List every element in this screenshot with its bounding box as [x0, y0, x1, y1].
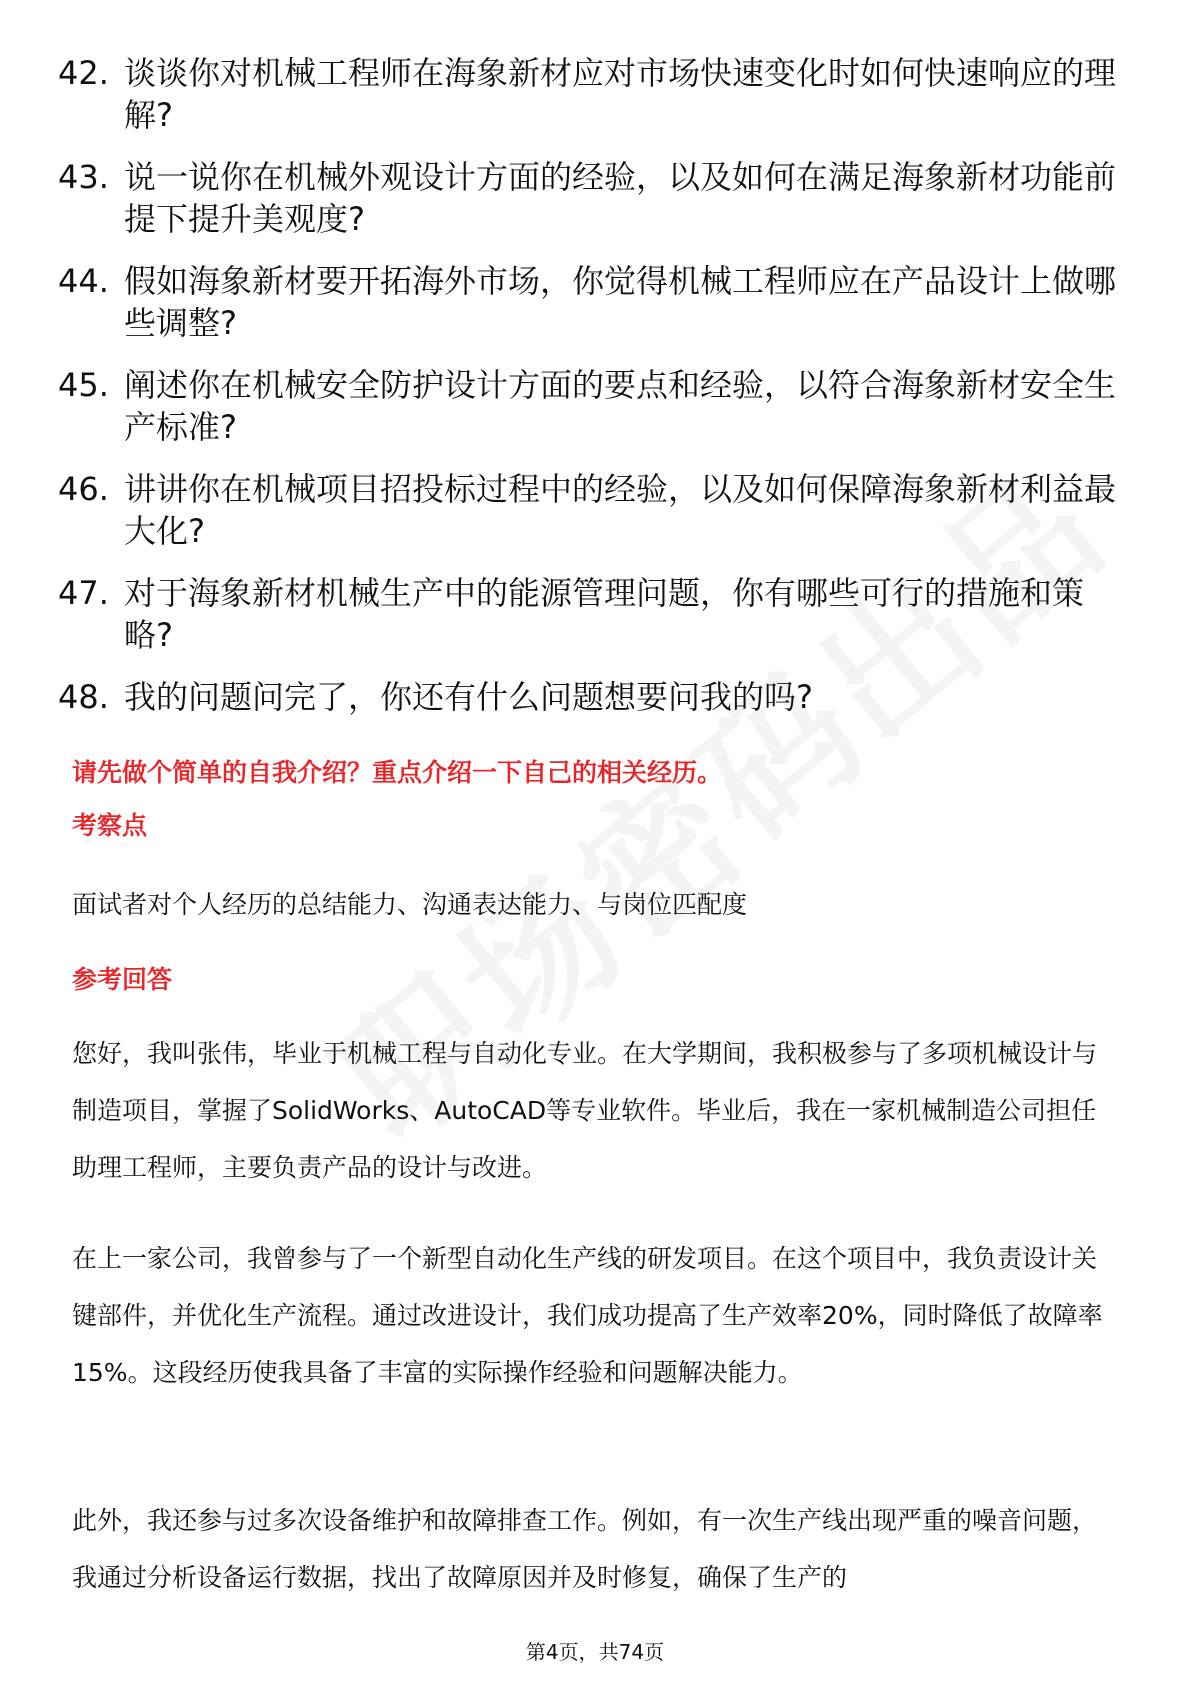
focus-heading: 考察点: [72, 811, 148, 840]
question-text: 说一说你在机械外观设计方面的经验，以及如何在满足海象新材功能前提下提升美观度?: [124, 158, 1117, 238]
section-title: 请先做个简单的自我介绍？重点介绍一下自己的相关经历。: [72, 758, 723, 787]
question-list: [58, 52, 1118, 738]
question-text: 谈谈你对机械工程师在海象新材应对市场快速变化时如何快速响应的理解?: [124, 54, 1117, 134]
list-item: [58, 572, 1118, 656]
question-number: 48.: [58, 678, 109, 716]
question-number: 45.: [58, 366, 109, 404]
answer-paragraph: 此外，我还参与过多次设备维护和故障排查工作。例如，有一次生产线出现严重的噪音问题，我通过分析设备运行数据，找出了故障原因并及时修复，确保了生产的: [72, 1506, 1098, 1592]
page-footer: 第4页，共74页: [525, 1640, 665, 1664]
list-item: [58, 676, 1118, 718]
question-number: 42.: [58, 54, 109, 92]
question-number: 44.: [58, 262, 109, 300]
list-item: [58, 468, 1118, 552]
question-number: 47.: [58, 574, 109, 612]
question-text: 对于海象新材机械生产中的能源管理问题，你有哪些可行的措施和策略?: [124, 574, 1085, 654]
answer-paragraph: 在上一家公司，我曾参与了一个新型自动化生产线的研发项目。在这个项目中，我负责设计关键部件，并优化生产流程。通过改进设计，我们成功提高了生产效率20%，同时降低了故障率15%。这段经历使我具备了丰富的实际操作经验和问题解决能力。: [72, 1244, 1103, 1387]
question-number: 46.: [58, 470, 109, 508]
question-text: 讲讲你在机械项目招投标过程中的经验，以及如何保障海象新材利益最大化?: [124, 470, 1117, 550]
question-text: 假如海象新材要开拓海外市场，你觉得机械工程师应在产品设计上做哪些调整?: [124, 262, 1117, 342]
list-item: [58, 52, 1118, 136]
list-item: [58, 364, 1118, 448]
list-item: [58, 260, 1118, 344]
question-text: 阐述你在机械安全防护设计方面的要点和经验，以符合海象新材安全生产标准?: [124, 366, 1117, 446]
answer-paragraph: 您好，我叫张伟，毕业于机械工程与自动化专业。在大学期间，我积极参与了多项机械设计与制造项目，掌握了SolidWorks、AutoCAD等专业软件。毕业后，我在一家机械制造公司担任助理工程师，主要负责产品的设计与改进。: [72, 1039, 1098, 1182]
focus-text: 面试者对个人经历的总结能力、沟通表达能力、与岗位匹配度: [72, 890, 748, 919]
list-item: [58, 156, 1118, 240]
question-number: 43.: [58, 158, 109, 196]
answer-heading: 参考回答: [72, 965, 173, 994]
question-text: 我的问题问完了，你还有什么问题想要问我的吗?: [124, 678, 813, 716]
